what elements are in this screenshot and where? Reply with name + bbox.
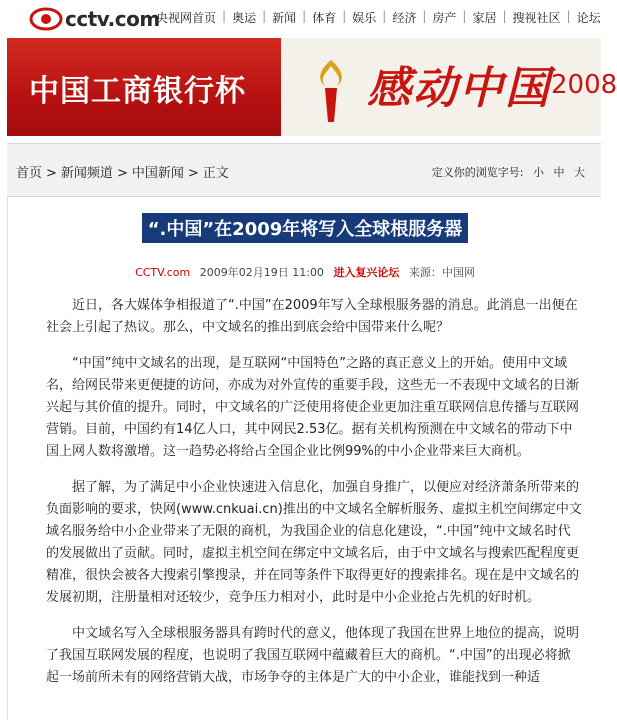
nav-item[interactable]: 搜视社区 — [512, 11, 561, 25]
breadcrumb — [16, 162, 229, 181]
nav-separator: | — [422, 9, 427, 23]
font-size-large[interactable]: 大 — [574, 166, 585, 179]
article-paragraph: 近日，各大媒体争相报道了“.中国”在2009年写入全球根服务器的消息。此消息一出便在社会上引起了热议。那么，中文域名的推出到底会给中国带来什么呢？ — [46, 298, 578, 335]
headline-container — [8, 213, 602, 243]
banner-slogan: 感动中国 — [367, 63, 551, 114]
font-size-small[interactable]: 小 — [533, 166, 544, 179]
nav-item[interactable]: 房产 — [432, 11, 457, 25]
nav-item[interactable]: 娱乐 — [352, 11, 377, 25]
article-paragraph: 据了解，为了满足中小企业快速进入信息化，加强自身推广，以便应对经济萧条所带来的负面影响的要求，快网(www.cnkuai.cn)推出的中文域名全解析服务、虚拟主机空间绑定中文域名服务给中小企业带来了无限的商机，为我国企业的信息化建设，“.中国”纯中文域名时代的发展做出了贡献。同时，虚拟主机空间在绑定中文域名后，由于中文域名与搜索匹配程度更精准，很快会被各大搜索引擎搜录，并在同等条件下取得更好的搜索排名。现在是中文域名的发展初期，注册量相对还较少，竞争压力相对小，此时是中小企业抢占先机的好时机。 — [46, 480, 582, 605]
article — [7, 197, 602, 720]
nav-item[interactable]: 家居 — [472, 11, 497, 25]
nav-separator: | — [222, 9, 227, 23]
cctv-logo[interactable] — [28, 6, 160, 32]
font-size-control — [432, 164, 585, 180]
article-headline: “.中国”在2009年将写入全球根服务器 — [142, 213, 469, 243]
cctv-eye-icon — [28, 7, 64, 31]
article-site[interactable]: CCTV.com — [135, 266, 191, 279]
forum-link[interactable]: 进入复兴论坛 — [333, 266, 400, 279]
logo-text: cctv.com — [65, 7, 160, 31]
article-source: 来源：中国网 — [408, 266, 475, 279]
nav-separator: | — [302, 9, 307, 23]
banner-year: 2008 — [551, 70, 617, 100]
nav-item[interactable]: 体育 — [312, 11, 337, 25]
banner-title: 中国工商银行杯 — [29, 74, 246, 109]
nav-item[interactable]: 奥运 — [232, 11, 257, 25]
breadcrumb-separator: > — [187, 166, 199, 181]
article-paragraph: 中文域名写入全球根服务器具有跨时代的意义，他体现了我国在世界上地位的提高，说明了我国互联网发展的程度，也说明了我国互联网中蕴藏着巨大的商机。“.中国”的出现必将掀起一场前所未有的网络营销大战，市场争夺的主体是广大的中小企业，谁能找到一种适 — [46, 626, 580, 685]
article-body — [46, 295, 582, 703]
nav-item[interactable]: 央视网首页 — [156, 11, 217, 25]
nav-separator: | — [262, 9, 267, 23]
promo-banner[interactable] — [7, 38, 617, 136]
nav-item[interactable]: 经济 — [392, 11, 417, 25]
breadcrumb-separator: > — [116, 166, 128, 181]
nav-separator: | — [382, 9, 387, 23]
nav-separator: | — [566, 9, 571, 23]
article-paragraph: “中国”纯中文域名的出现，是互联网“中国特色”之路的真正意义上的开始。使用中文域名，给网民带来更便捷的访问，亦成为对外宣传的重要手段，这些无一不表现中文域名的日渐兴起与其价值的提升。同时，中文域名的广泛使用将使企业更加注重互联网信息传播与互联网营销。目前，中国约有14亿人口，其中网民2.53亿。据有关机构预测在中文域名的带动下中国上网人数将激增。这一趋势必将给占全国企业比例99%的中小企业带来巨大商机。 — [46, 356, 580, 459]
top-bar — [0, 0, 601, 36]
nav-separator: | — [342, 9, 347, 23]
torch-icon — [305, 56, 357, 126]
top-nav — [152, 9, 605, 26]
breadcrumb-item[interactable]: 首页 — [16, 166, 43, 181]
breadcrumb-bar — [7, 143, 601, 197]
article-meta — [8, 264, 602, 280]
breadcrumb-item[interactable]: 新闻频道 — [60, 166, 113, 181]
nav-separator: | — [502, 9, 507, 23]
nav-item[interactable]: 论坛 — [576, 11, 601, 25]
article-datetime: 2009年02月19日 11:00 — [199, 266, 324, 279]
font-size-label: 定义你的浏览字号: — [431, 166, 524, 179]
breadcrumb-item: 正文 — [202, 166, 229, 181]
breadcrumb-separator: > — [46, 166, 57, 181]
font-size-medium[interactable]: 中 — [553, 166, 565, 179]
breadcrumb-item[interactable]: 中国新闻 — [131, 166, 184, 181]
nav-separator: | — [462, 9, 467, 23]
nav-item[interactable]: 新闻 — [272, 11, 297, 25]
